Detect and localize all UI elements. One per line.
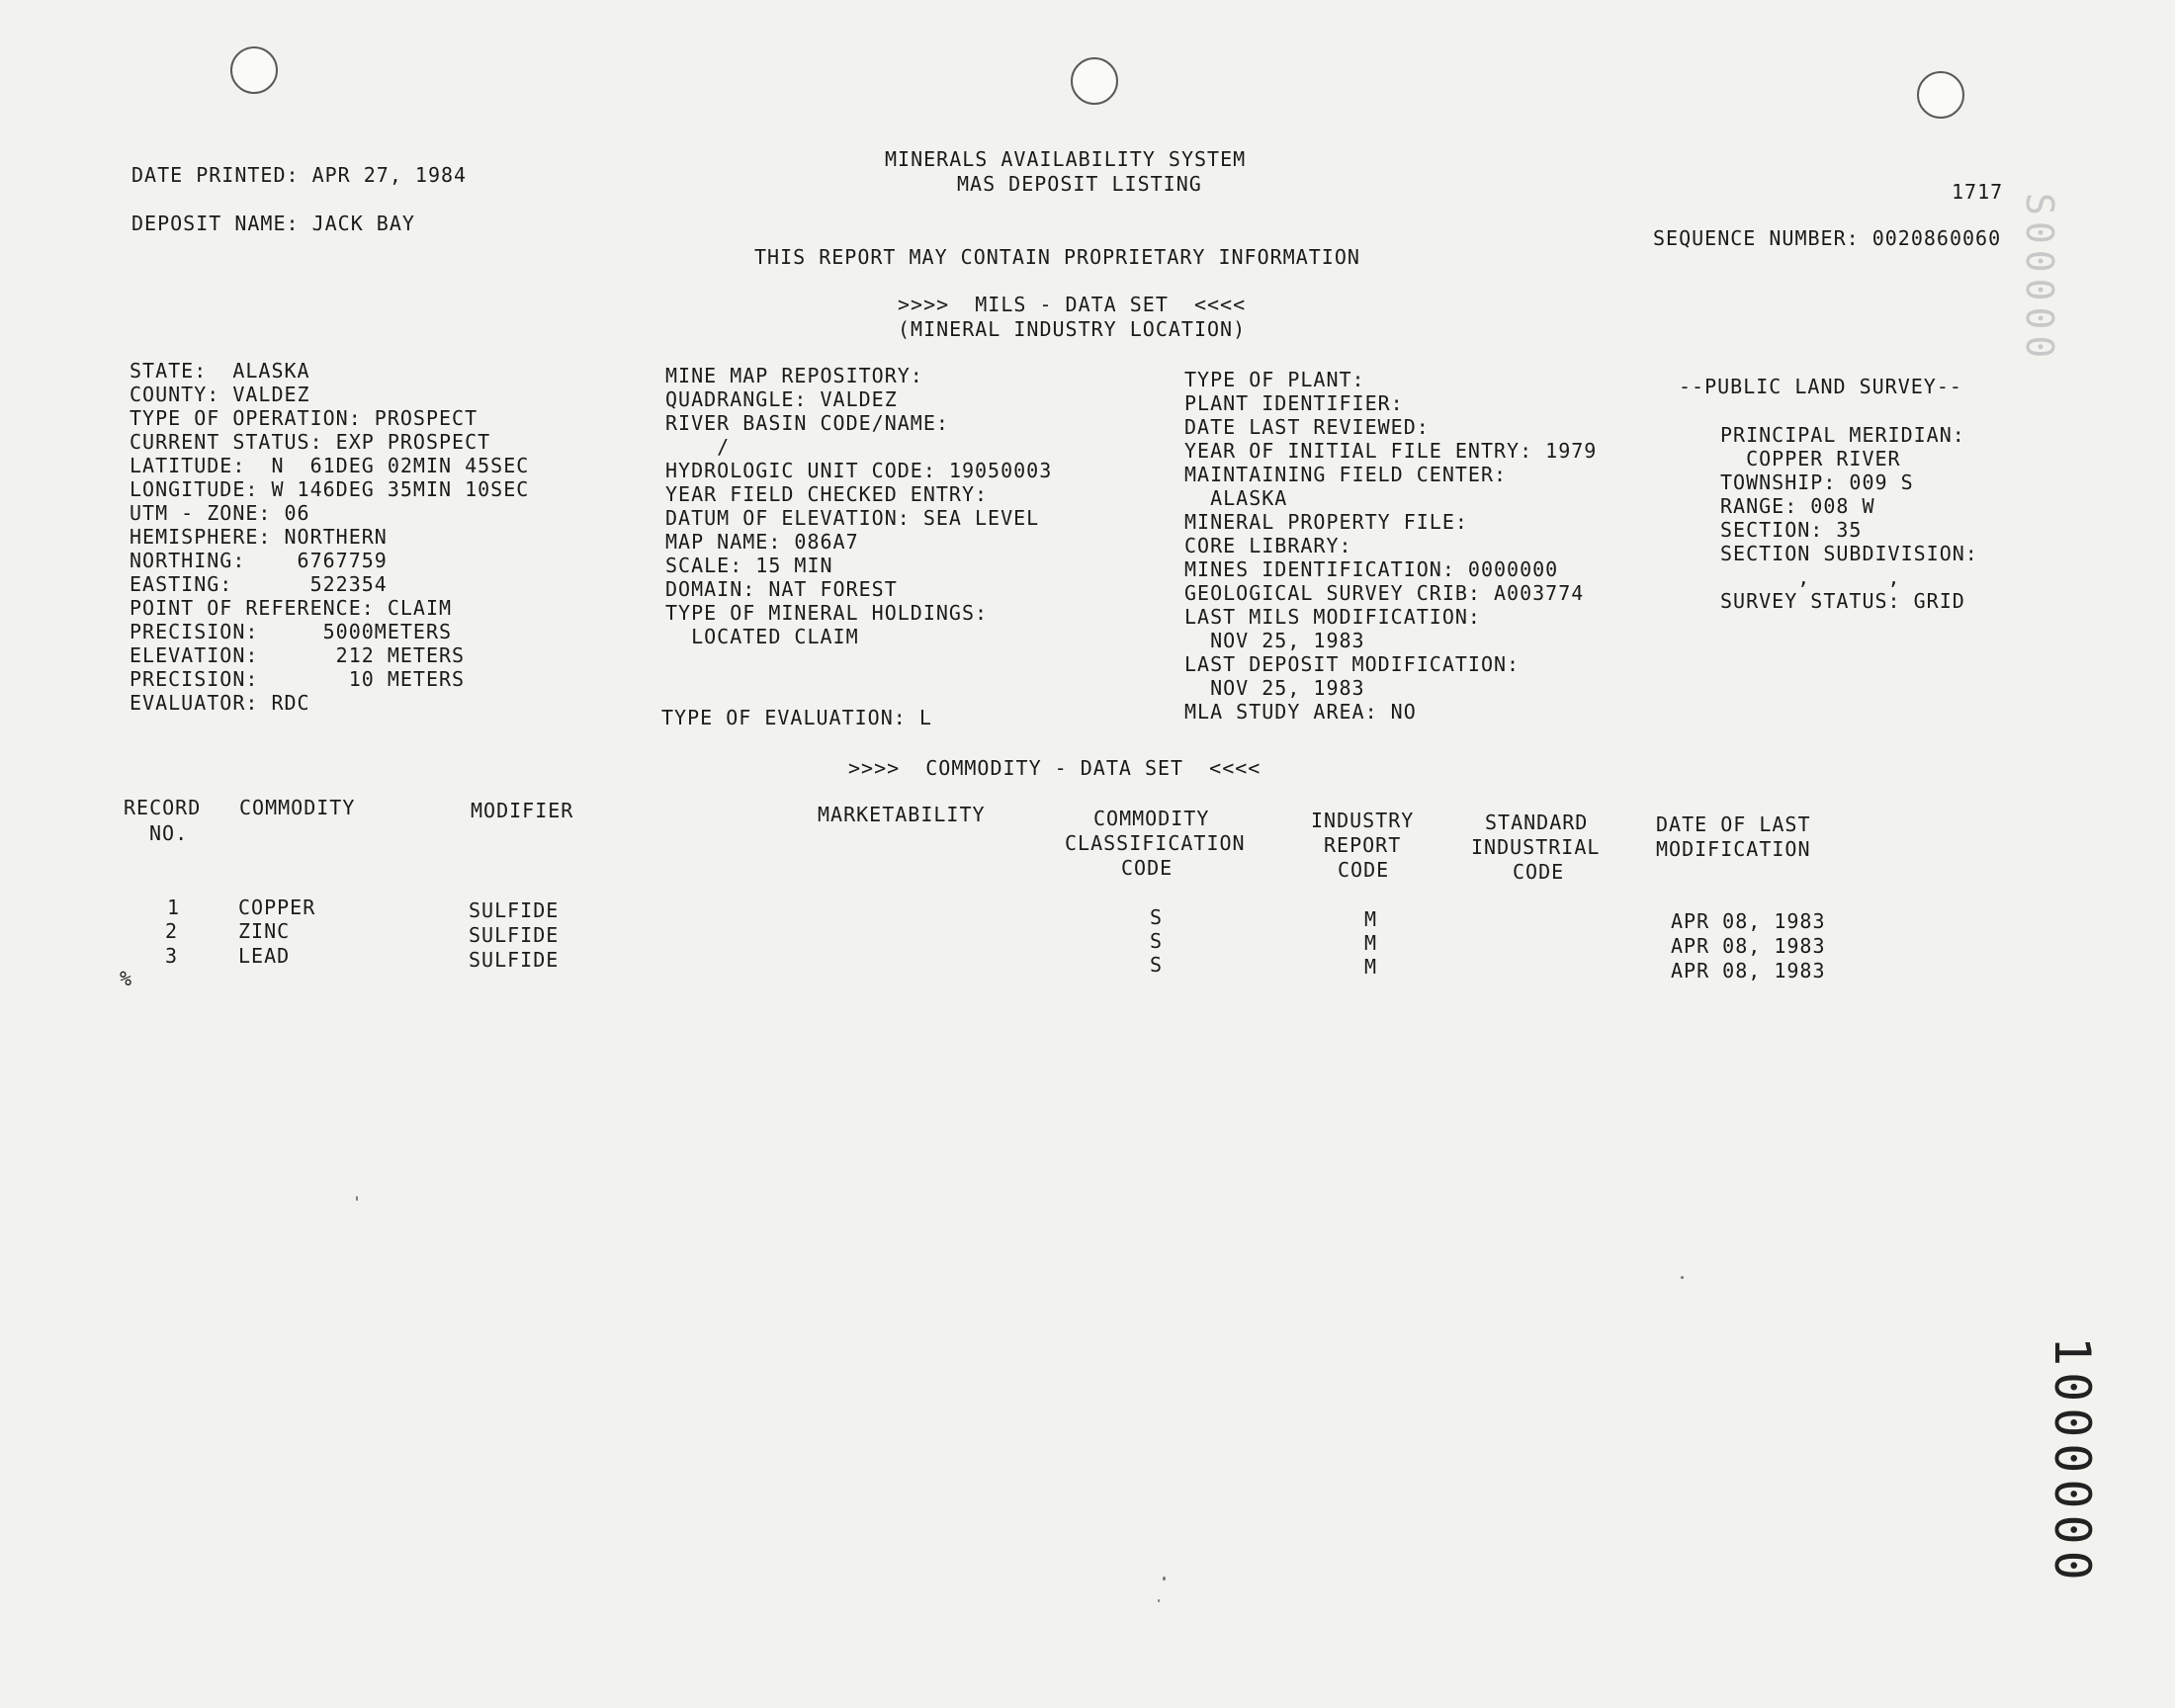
col-header-record-no: NO.	[149, 821, 189, 845]
row-2-modifier: SULFIDE	[469, 923, 560, 947]
plant-identifier: PLANT IDENTIFIER:	[1184, 391, 1404, 415]
township: TOWNSHIP: 009 S	[1720, 470, 1914, 494]
maintaining-field-center: MAINTAINING FIELD CENTER:	[1184, 463, 1508, 486]
evaluator: EVALUATOR: RDC	[130, 691, 310, 715]
col-header-classification-1: COMMODITY	[1093, 807, 1210, 830]
sequence-number: SEQUENCE NUMBER: 0020860060	[1653, 226, 2002, 250]
row-3-record: 3	[165, 944, 179, 968]
scale: SCALE: 15 MIN	[665, 554, 833, 577]
northing: NORTHING: 6767759	[130, 549, 388, 572]
core-library: CORE LIBRARY:	[1184, 534, 1352, 557]
col-header-modifier: MODIFIER	[471, 799, 574, 822]
precision-location: PRECISION: 5000METERS	[130, 620, 453, 643]
easting: EASTING: 522354	[130, 572, 388, 596]
proprietary-notice: THIS REPORT MAY CONTAIN PROPRIETARY INFORMATION	[754, 245, 1360, 269]
latitude: LATITUDE: N 61DEG 02MIN 45SEC	[130, 454, 530, 477]
hydrologic-unit-code: HYDROLOGIC UNIT CODE: 19050003	[665, 459, 1053, 482]
deposit-name: DEPOSIT NAME: JACK BAY	[131, 212, 415, 235]
domain: DOMAIN: NAT FOREST	[665, 577, 898, 601]
row-2-classification: S	[1150, 929, 1164, 953]
map-name: MAP NAME: 086A7	[665, 530, 859, 554]
utm-zone: UTM - ZONE: 06	[130, 501, 310, 525]
mines-identification: MINES IDENTIFICATION: 0000000	[1184, 557, 1559, 581]
river-basin-value: /	[665, 435, 731, 459]
commodity-section-title: >>>> COMMODITY - DATA SET <<<<	[848, 756, 1262, 780]
row-1-modifier: SULFIDE	[469, 898, 560, 922]
public-land-survey-title: --PUBLIC LAND SURVEY--	[1679, 375, 1962, 398]
range: RANGE: 008 W	[1720, 494, 1875, 518]
type-of-plant: TYPE OF PLANT:	[1184, 368, 1365, 391]
section-subdivision-value: , ,	[1720, 565, 1901, 589]
row-1-record: 1	[167, 896, 181, 919]
section: SECTION: 35	[1720, 518, 1863, 542]
col-header-classification-3: CODE	[1121, 856, 1174, 880]
principal-meridian-value: COPPER RIVER	[1720, 447, 1901, 470]
mineral-holdings-value: LOCATED CLAIM	[665, 625, 859, 648]
row-2-last-mod: APR 08, 1983	[1671, 934, 1826, 958]
row-1-industry: M	[1364, 907, 1378, 931]
last-mils-modification-date: NOV 25, 1983	[1184, 629, 1365, 652]
scan-speck	[1163, 1577, 1166, 1580]
punch-hole-right	[1917, 71, 1964, 119]
mils-column-plant	[1184, 368, 1597, 724]
col-header-industry-3: CODE	[1338, 858, 1390, 882]
precision-elevation: PRECISION: 10 METERS	[130, 667, 466, 691]
listing-title: MAS DEPOSIT LISTING	[957, 172, 1202, 196]
geological-survey-crib: GEOLOGICAL SURVEY CRIB: A003774	[1184, 581, 1585, 605]
col-header-classification-2: CLASSIFICATION	[1065, 831, 1246, 855]
scan-speck	[1158, 1599, 1160, 1602]
last-deposit-modification-date: NOV 25, 1983	[1184, 676, 1365, 700]
end-marker: %	[120, 967, 133, 990]
col-header-industry-2: REPORT	[1324, 833, 1402, 857]
mineral-property-file: MINERAL PROPERTY FILE:	[1184, 510, 1468, 534]
col-header-sic-3: CODE	[1513, 860, 1565, 884]
elevation: ELEVATION: 212 METERS	[130, 643, 466, 667]
last-mils-modification: LAST MILS MODIFICATION:	[1184, 605, 1481, 629]
col-header-industry-1: INDUSTRY	[1311, 809, 1415, 832]
system-title: MINERALS AVAILABILITY SYSTEM	[885, 147, 1247, 171]
state: STATE: ALASKA	[130, 359, 310, 383]
row-2-commodity: ZINC	[238, 919, 291, 943]
year-initial-entry: YEAR OF INITIAL FILE ENTRY: 1979	[1184, 439, 1598, 463]
stamp-number: 1000000	[2044, 1336, 2101, 1586]
section-subdivision: SECTION SUBDIVISION:	[1720, 542, 1978, 565]
year-field-checked: YEAR FIELD CHECKED ENTRY:	[665, 482, 989, 506]
quadrangle: QUADRANGLE: VALDEZ	[665, 387, 898, 411]
faint-stamp-number: S00000	[2018, 193, 2061, 365]
public-land-survey	[1720, 423, 1978, 613]
punch-hole-left	[230, 46, 278, 94]
river-basin: RIVER BASIN CODE/NAME:	[665, 411, 949, 435]
current-status: CURRENT STATUS: EXP PROSPECT	[130, 430, 491, 454]
punch-hole-center	[1071, 57, 1118, 105]
type-of-evaluation: TYPE OF EVALUATION: L	[661, 706, 932, 729]
row-2-record: 2	[165, 919, 179, 943]
row-3-industry: M	[1364, 955, 1378, 979]
row-1-last-mod: APR 08, 1983	[1671, 909, 1826, 933]
type-of-mineral-holdings: TYPE OF MINERAL HOLDINGS:	[665, 601, 989, 625]
col-header-last-mod-1: DATE OF LAST	[1656, 812, 1811, 836]
col-header-commodity: COMMODITY	[239, 796, 356, 819]
scan-speck	[1681, 1276, 1684, 1279]
row-3-commodity: LEAD	[238, 944, 291, 968]
type-of-operation: TYPE OF OPERATION: PROSPECT	[130, 406, 478, 430]
point-of-reference: POINT OF REFERENCE: CLAIM	[130, 596, 453, 620]
principal-meridian: PRINCIPAL MERIDIAN:	[1720, 423, 1965, 447]
row-1-classification: S	[1150, 905, 1164, 929]
row-1-commodity: COPPER	[238, 896, 316, 919]
longitude: LONGITUDE: W 146DEG 35MIN 10SEC	[130, 477, 530, 501]
col-header-last-mod-2: MODIFICATION	[1656, 837, 1811, 861]
col-header-sic-1: STANDARD	[1485, 811, 1589, 834]
row-2-industry: M	[1364, 931, 1378, 955]
mils-section-subtitle: (MINERAL INDUSTRY LOCATION)	[898, 317, 1247, 341]
county: COUNTY: VALDEZ	[130, 383, 310, 406]
col-header-sic-2: INDUSTRIAL	[1471, 835, 1601, 859]
hemisphere: HEMISPHERE: NORTHERN	[130, 525, 388, 549]
scan-speck	[356, 1196, 358, 1201]
col-header-record: RECORD	[124, 796, 202, 819]
row-3-classification: S	[1150, 953, 1164, 977]
mils-column-map	[665, 364, 1052, 648]
mine-map-repository: MINE MAP REPOSITORY:	[665, 364, 923, 387]
mils-column-location	[130, 359, 529, 715]
survey-status: SURVEY STATUS: GRID	[1720, 589, 1965, 613]
row-3-last-mod: APR 08, 1983	[1671, 959, 1826, 982]
row-3-modifier: SULFIDE	[469, 948, 560, 972]
mla-study-area: MLA STUDY AREA: NO	[1184, 700, 1417, 724]
last-deposit-modification: LAST DEPOSIT MODIFICATION:	[1184, 652, 1521, 676]
date-printed: DATE PRINTED: APR 27, 1984	[131, 163, 468, 187]
mils-section-title: >>>> MILS - DATA SET <<<<	[898, 293, 1247, 316]
page-number: 1717	[1952, 180, 2004, 204]
datum-of-elevation: DATUM OF ELEVATION: SEA LEVEL	[665, 506, 1040, 530]
date-last-reviewed: DATE LAST REVIEWED:	[1184, 415, 1430, 439]
col-header-marketability: MARKETABILITY	[818, 803, 986, 826]
field-center-value: ALASKA	[1184, 486, 1288, 510]
